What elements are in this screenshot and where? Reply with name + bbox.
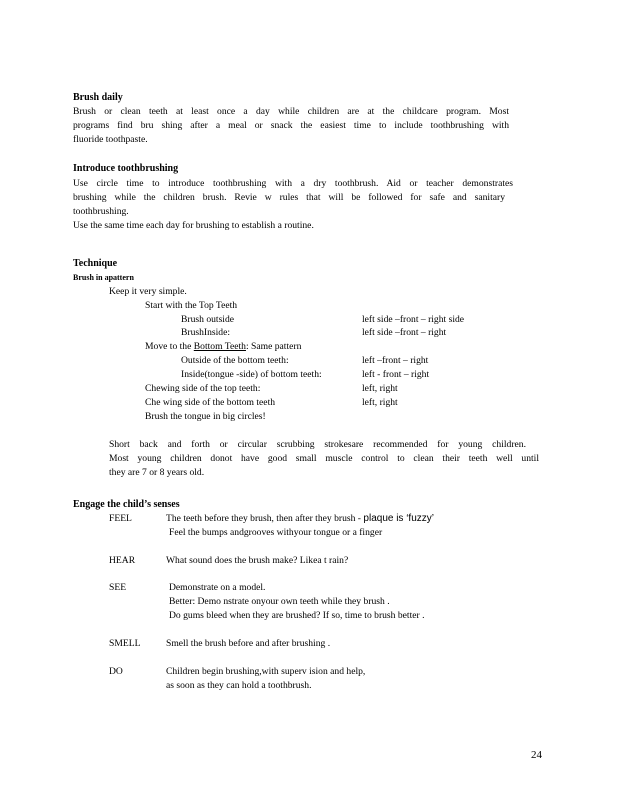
technique-para-line-3: they are 7 or 8 years old. [109,467,205,478]
see-line-1: Demonstrate on a model. [169,582,266,593]
feel-label: FEEL [109,513,132,524]
bottom-inside-label: Inside(tongue -side) of bottom teeth: [181,369,322,380]
bottom-inside-direction: left - front – right [362,369,430,380]
introduce-line-4: Use the same time each day for brushing to establish a routine. [73,220,314,231]
top-inside-direction: left side –front – right [362,327,447,338]
senses-heading: Engage the child’s senses [73,499,180,510]
chew-bottom-direction: left, right [362,397,398,408]
bottom-outside-label: Outside of the bottom teeth: [181,355,289,366]
introduce-line-1: Use circle time to introduce toothbrushing with a dry toothbrush. Aid or teacher demonstrates [73,178,513,189]
technique-subheading: Brush in apattern [73,273,134,282]
technique-heading: Technique [73,258,118,269]
introduce-line-2: brushing while the children brush. Revie w rules that will be followed for safe and sanitary [73,192,505,203]
brush-daily-heading: Brush daily [73,92,123,103]
chew-bottom-label: Che wing side of the bottom teeth [145,397,276,408]
see-line-2: Better: Demo nstrate onyour own teeth while they brush . [169,596,390,607]
hear-label: HEAR [109,555,136,566]
bottom-outside-direction: left –front – right [362,355,429,366]
technique-keep: Keep it very simple. [109,286,187,297]
top-outside-label: Brush outside [181,314,235,325]
feel-line-2: Feel the bumps andgrooves withyour tongue or a finger [169,527,383,538]
technique-move: Move to the Bottom Teeth: Same pattern [145,341,302,352]
see-label: SEE [109,582,127,593]
top-outside-direction: left side –front – right side [362,314,465,325]
technique-para-line-2: Most young children donot have good small muscle control to clean their teeth well until [109,453,539,464]
do-line-1: Children begin brushing,with superv ision and help, [166,666,366,677]
chew-top-label: Chewing side of the top teeth: [145,383,261,394]
see-line-3: Do gums bleed when they are brushed? If so, time to brush better . [169,610,425,621]
brush-tongue: Brush the tongue in big circles! [145,411,266,422]
technique-start: Start with the Top Teeth [145,300,238,311]
page-number: 24 [531,749,542,761]
smell-line-1: Smell the brush before and after brushing . [166,638,331,649]
hear-line-1: What sound does the brush make? Likea t rain? [166,555,349,566]
feel-line-1: The teeth before they brush, then after they brush - plaque is ‘fuzzy’ [166,513,434,524]
chew-top-direction: left, right [362,383,398,394]
brush-daily-line-2: programs find bru shing after a meal or snack the easiest time to include toothbrushing with [73,120,509,131]
smell-label: SMELL [109,638,141,649]
brush-daily-line-1: Brush or clean teeth at least once a day while children are at the childcare program. Most [73,106,509,117]
introduce-heading: Introduce toothbrushing [73,163,179,174]
do-label: DO [109,666,123,677]
do-line-2: as soon as they can hold a toothbrush. [166,680,312,691]
technique-para-line-1: Short back and forth or circular scrubbing strokesare recommended for young children. [109,439,526,450]
top-inside-label: BrushInside: [181,327,231,338]
introduce-line-3: toothbrushing. [73,206,129,217]
brush-daily-line-3: fluoride toothpaste. [73,134,148,145]
